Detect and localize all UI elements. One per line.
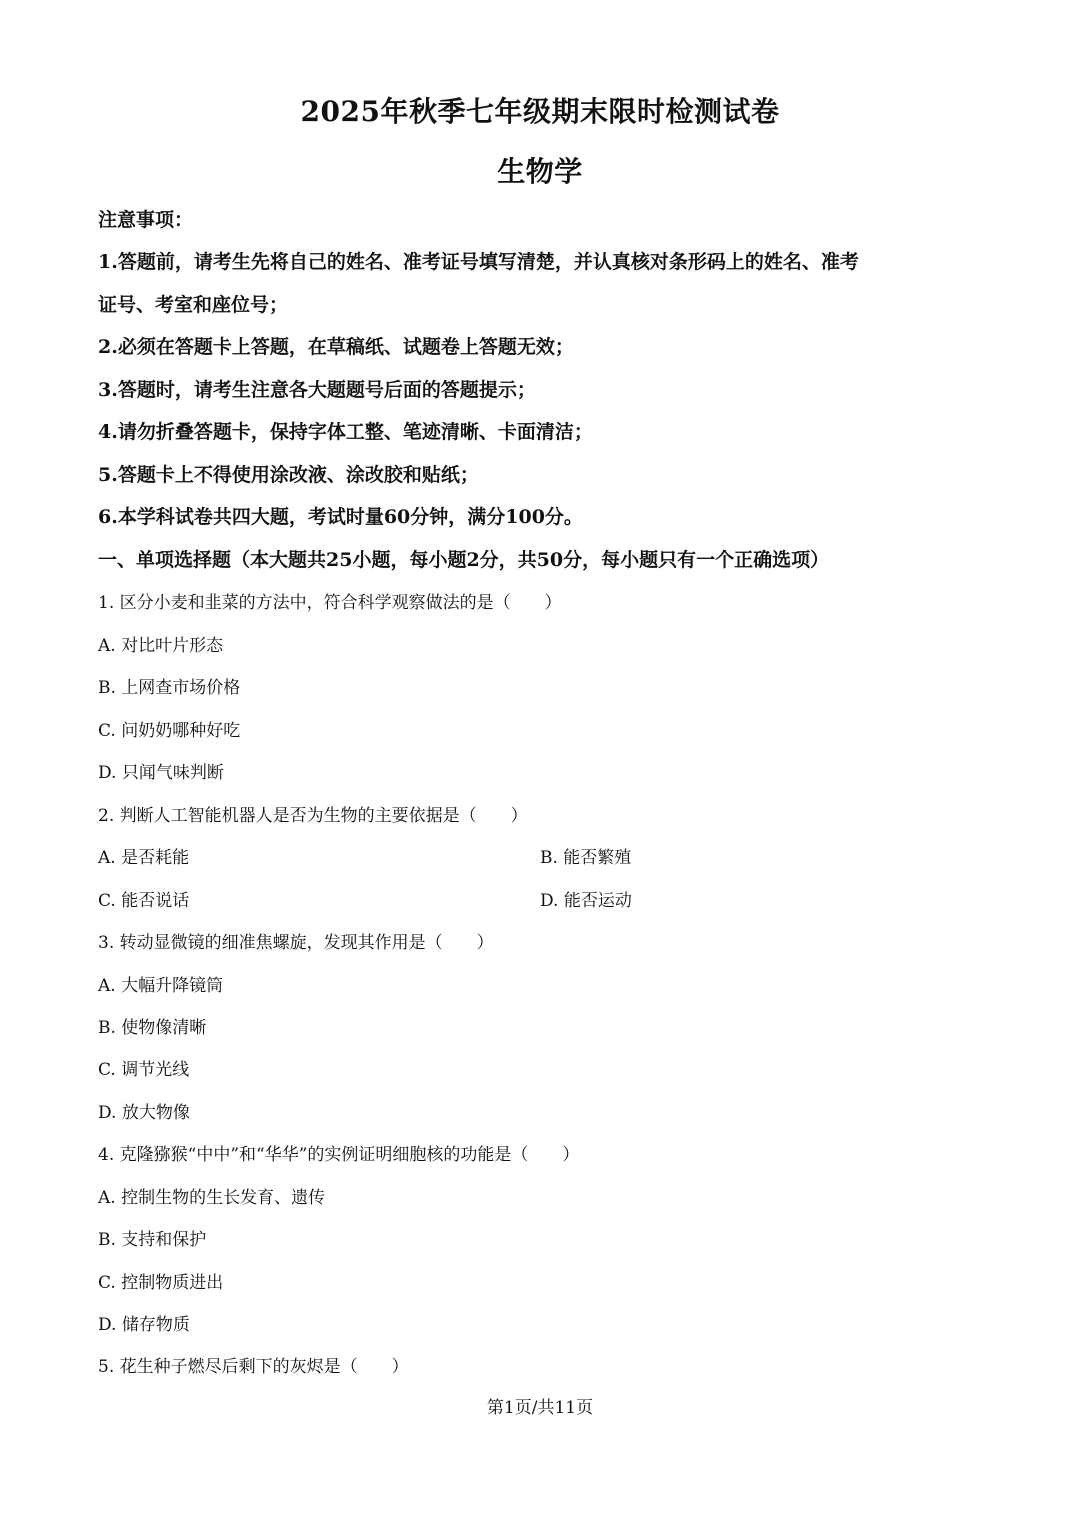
question-option: B. 支持和保护 (98, 1230, 207, 1250)
note-line-6: 6.本学科试卷共四大题，考试时量60分钟，满分100分。 (98, 506, 583, 528)
note-line-2: 2.必须在答题卡上答题，在草稿纸、试题卷上答题无效； (98, 336, 574, 358)
question-option: C. 控制物质进出 (98, 1273, 224, 1293)
question-option: C. 调节光线 (98, 1060, 190, 1080)
question-option: D. 放大物像 (98, 1103, 190, 1123)
notes-heading: 注意事项： (98, 209, 194, 231)
note-line-4: 4.请勿折叠答题卡，保持字体工整、笔迹清晰、卡面清洁； (98, 421, 593, 443)
question-stem: 4. 克隆猕猴“中中”和“华华”的实例证明细胞核的功能是（ ） (98, 1145, 580, 1165)
question-option: B. 使物像清晰 (98, 1018, 207, 1038)
question-stem: 1. 区分小麦和韭菜的方法中，符合科学观察做法的是（ ） (98, 593, 562, 613)
question-option: A. 对比叶片形态 (98, 636, 224, 656)
question-option: D. 能否运动 (540, 891, 632, 911)
question-option: A. 大幅升降镜筒 (98, 976, 224, 996)
question-option: A. 是否耗能 (98, 848, 190, 868)
note-line-1: 1.答题前，请考生先将自己的姓名、准考证号填写清楚，并认真核对条形码上的姓名、准考 (98, 251, 859, 273)
question-stem: 2. 判断人工智能机器人是否为生物的主要依据是（ ） (98, 806, 528, 826)
page-number: 第1页/共11页 (486, 1398, 594, 1418)
question-stem: 5. 花生种子燃尽后剩下的灰烬是（ ） (98, 1357, 409, 1377)
question-option: A. 控制生物的生长发育、遗传 (98, 1188, 326, 1208)
question-option: D. 只闻气味判断 (98, 763, 224, 783)
section-heading: 一、单项选择题（本大题共25小题，每小题2分，共50分，每小题只有一个正确选项） (98, 549, 830, 571)
note-line-3: 3.答题时，请考生注意各大题题号后面的答题提示； (98, 379, 536, 401)
question-option: C. 能否说话 (98, 891, 190, 911)
question-option: C. 问奶奶哪种好吃 (98, 721, 241, 741)
subject-title: 生物学 (497, 155, 583, 188)
note-line-5: 5.答题卡上不得使用涂改液、涂改胶和贴纸； (98, 464, 479, 486)
question-stem: 3. 转动显微镜的细准焦螺旋，发现其作用是（ ） (98, 933, 494, 953)
question-option: B. 上网查市场价格 (98, 678, 241, 698)
exam-title: 2025年秋季七年级期末限时检测试卷 (300, 95, 780, 128)
question-option: B. 能否繁殖 (540, 848, 632, 868)
note-line-1-continued: 证号、考室和座位号； (98, 294, 289, 316)
question-option: D. 储存物质 (98, 1315, 190, 1335)
